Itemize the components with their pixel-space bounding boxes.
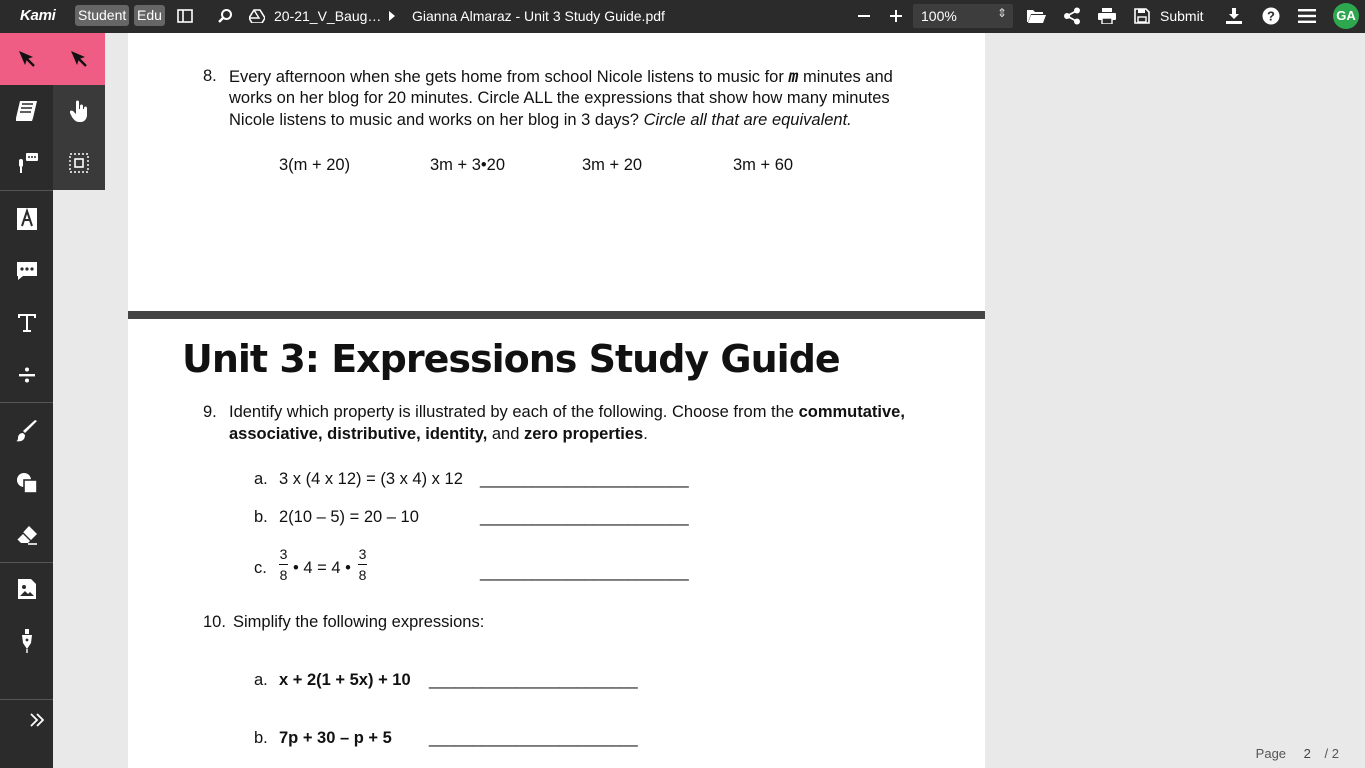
expand-toolbar-icon[interactable] [10, 694, 63, 746]
kami-logo[interactable]: Kami [20, 7, 56, 24]
share-icon[interactable] [1060, 4, 1084, 28]
option-3[interactable]: 3m + 20 [582, 156, 643, 174]
item-10b-expression: 7p + 30 – p + 5 [279, 729, 392, 747]
dictionary-speech-icon[interactable] [0, 137, 53, 189]
equation-divide-icon[interactable] [0, 349, 53, 401]
pdf-page-2 [128, 319, 985, 768]
sidebar-toggle-icon[interactable] [173, 4, 197, 28]
option-2[interactable]: 3m + 3•20 [430, 156, 506, 174]
print-icon[interactable] [1095, 4, 1119, 28]
pdf-page-1 [128, 33, 985, 311]
question-10-number: 10. [203, 613, 226, 631]
answer-blank-9a[interactable]: ________________________ [480, 470, 689, 488]
signature-pen-icon[interactable] [0, 615, 53, 667]
area-select-icon[interactable] [53, 137, 105, 189]
item-9a-expression: 3 x (4 x 12) = (3 x 4) x 12 [279, 470, 463, 488]
answer-blank-9c[interactable]: ________________________ [480, 563, 689, 581]
current-page[interactable]: 2 [1303, 746, 1311, 761]
question-8-line-2: works on her blog for 20 minutes. Circle ALL the expressions that show how many minutes [229, 89, 890, 107]
help-icon[interactable] [1259, 4, 1283, 28]
item-10a-expression: x + 2(1 + 5x) + 10 [279, 671, 411, 689]
menu-icon[interactable] [1295, 4, 1319, 28]
variable-m: m [788, 67, 799, 86]
item-9a-letter: a. [254, 470, 268, 488]
zoom-caret-icon: ⇕ [996, 6, 1007, 20]
fraction-three-eighths: 3 8 [358, 546, 367, 583]
item-10a-letter: a. [254, 671, 268, 689]
item-10b-letter: b. [254, 729, 268, 747]
page-title: Unit 3: Expressions Study Guide [182, 337, 840, 381]
question-9-line-2: associative, distributive, identity, and zero properties. [229, 425, 648, 443]
reading-book-icon[interactable] [0, 85, 53, 137]
draw-brush-icon[interactable] [0, 405, 53, 457]
document-title: Gianna Almaraz - Unit 3 Study Guide.pdf [412, 8, 665, 24]
answer-blank-10a[interactable]: ________________________ [429, 671, 638, 689]
page-label: Page [1255, 746, 1287, 761]
option-4[interactable]: 3m + 60 [733, 156, 794, 174]
fraction-three-eighths: 3 8 [279, 546, 288, 583]
question-8-line-3: Nicole listens to music and works on her blog in 3 days? Circle all that are equivalent. [229, 111, 852, 129]
submit-button[interactable]: Submit [1160, 8, 1204, 24]
left-toolbar [0, 33, 53, 768]
edu-badge: Edu [134, 5, 165, 26]
zoom-out-icon[interactable] [852, 4, 876, 28]
breadcrumb-folder[interactable]: 20-21_V_Baug… [274, 8, 382, 24]
google-drive-icon[interactable] [245, 4, 269, 28]
item-9b-letter: b. [254, 508, 268, 526]
toolbar-divider [0, 190, 53, 191]
student-badge: Student [75, 5, 129, 26]
text-highlight-icon[interactable] [0, 193, 53, 245]
question-9-number: 9. [203, 403, 217, 421]
question-10-text: Simplify the following expressions: [233, 613, 485, 631]
answer-blank-10b[interactable]: ________________________ [429, 729, 638, 747]
download-icon[interactable] [1222, 4, 1246, 28]
zoom-select[interactable] [913, 4, 1013, 28]
select-arrow-icon[interactable] [53, 33, 105, 85]
top-toolbar [0, 0, 1365, 33]
eraser-icon[interactable] [0, 509, 53, 561]
breadcrumb-chevron-icon [380, 4, 404, 28]
toolbar-divider [0, 402, 53, 403]
total-pages: / 2 [1324, 746, 1339, 761]
question-8-line-1: Every afternoon when she gets home from school Nicole listens to music for m minutes and [229, 67, 893, 86]
search-icon[interactable] [213, 4, 237, 28]
hand-pan-icon[interactable] [53, 85, 105, 137]
comment-icon[interactable] [0, 245, 53, 297]
shapes-icon[interactable] [0, 457, 53, 509]
svg-text:?: ? [1267, 8, 1275, 24]
select-tool-icon[interactable] [0, 33, 53, 85]
save-icon[interactable] [1130, 4, 1154, 28]
question-9-line-1: Identify which property is illustrated by each of the following. Choose from the commutative, [229, 403, 905, 421]
open-folder-icon[interactable] [1024, 4, 1048, 28]
zoom-value: 100% [921, 8, 957, 24]
option-1[interactable]: 3(m + 20) [279, 156, 351, 174]
image-insert-icon[interactable] [0, 563, 53, 615]
item-9b-expression: 2(10 – 5) = 20 – 10 [279, 508, 419, 526]
text-box-icon[interactable] [0, 297, 53, 349]
select-subtoolbar [53, 33, 105, 190]
user-avatar[interactable]: GA [1333, 3, 1359, 29]
question-8-number: 8. [203, 67, 217, 85]
zoom-in-icon[interactable] [884, 4, 908, 28]
answer-blank-9b[interactable]: ________________________ [480, 508, 689, 526]
page-divider [128, 311, 985, 319]
item-9c-letter: c. [254, 559, 267, 577]
page-indicator [1256, 746, 1339, 761]
item-9c-expression: • 4 = 4 • [293, 559, 351, 577]
